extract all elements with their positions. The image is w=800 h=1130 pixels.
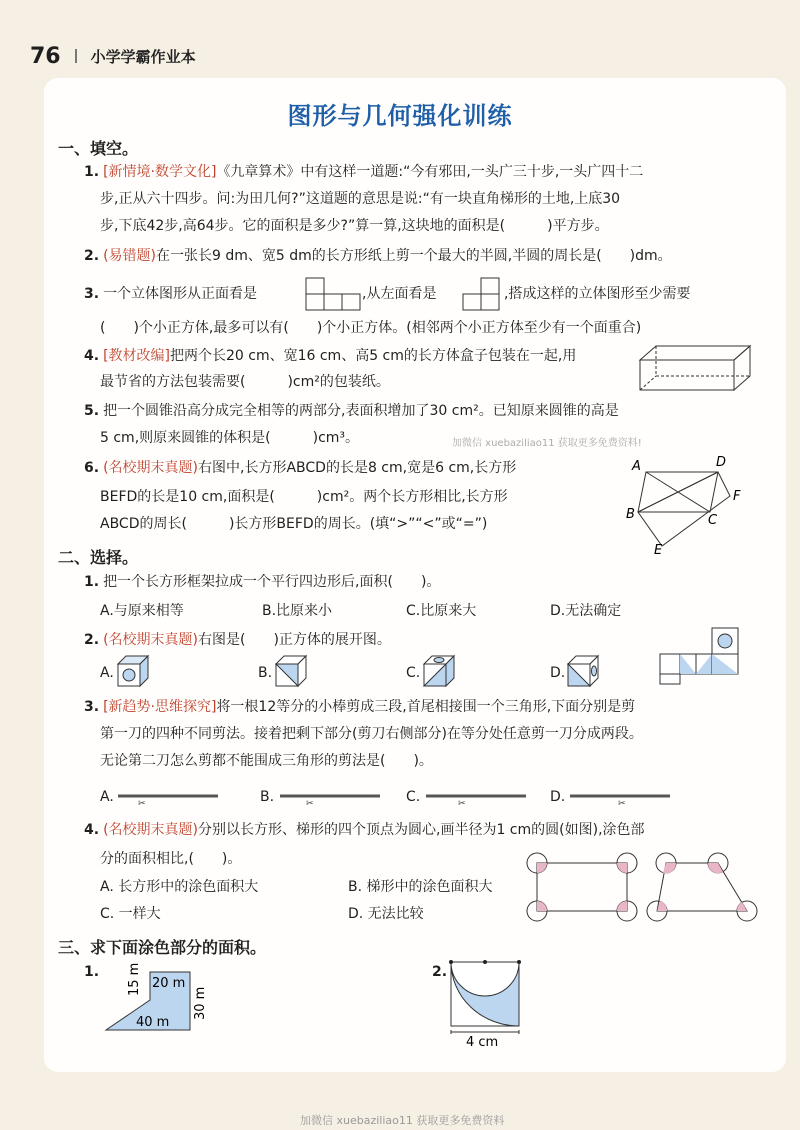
page-number: 76: [30, 43, 61, 69]
c4-option-d: D. 无法比较: [348, 906, 424, 922]
cube-a-icon: [118, 656, 148, 686]
section-shaded-area: 三、求下面涂色部分的面积。: [58, 938, 267, 957]
c3-option-d: D.: [550, 789, 566, 805]
q4-number: 4.: [84, 348, 100, 364]
label-D: D: [716, 455, 727, 470]
c2-text: 右图是( )正方体的展开图。: [198, 632, 391, 648]
q5-line1: [84, 401, 619, 421]
rectangle-circles-figure: [526, 852, 638, 922]
c2-option-b: B.: [258, 665, 273, 681]
q1-text1: 《九章算术》中有这样一道题:“今有邪田,一头广三十步,一头广四十二: [216, 164, 644, 180]
q6-line2: BEFD的长是10 cm,面积是( )cm²。两个长方形相比,长方形: [100, 489, 508, 505]
q2-text: 在一张长9 dm、宽5 dm的长方形纸上剪一个最大的半圆,半圆的周长是( )dm。: [156, 248, 672, 264]
c4-line2: 分的面积相比,( )。: [100, 851, 242, 867]
label-15m: 15 m: [127, 962, 142, 996]
q1-tag: [新情境·数学文化]: [103, 164, 217, 180]
watermark-mid: 加微信 xuebaziliao11 获取更多免费资料!: [452, 438, 642, 449]
trapezoid-circles-figure: [646, 852, 758, 922]
svg-text:✂: ✂: [138, 799, 146, 809]
label-F: F: [733, 489, 741, 504]
c1-option-c: C.比原来大: [406, 603, 477, 619]
label-20m: 20 m: [152, 976, 186, 991]
worksheet-title: 图形与几何强化训练: [287, 102, 513, 130]
cube-c-icon: [424, 656, 454, 686]
c2-option-d: D.: [550, 665, 566, 681]
header-divider: [75, 49, 77, 63]
q4-line2: 最节省的方法包装需要( )cm²的包装纸。: [100, 374, 390, 390]
page-header: [30, 40, 196, 72]
q5-text1: 把一个圆锥沿高分成完全相等的两部分,表面积增加了30 cm²。已知原来圆锥的高是: [103, 403, 619, 419]
c3-line2: 第一刀的四种不同剪法。接着把剩下部分(剪刀右侧部分)在等分处任意剪一刀分成两段。: [100, 726, 643, 742]
cube-d-icon: [568, 656, 598, 686]
c2-option-c: C.: [406, 665, 421, 681]
c3-option-c: C.: [406, 789, 421, 805]
c3-option-b: B.: [260, 789, 275, 805]
c3-number: 3.: [84, 699, 100, 715]
q1-line3: 步,下底42步,高64步。它的面积是多少?”算一算,这块地的面积是( )平方步。: [100, 218, 609, 234]
c3-line1: [84, 697, 635, 717]
svg-text:✂: ✂: [458, 799, 466, 809]
c4-option-a: A. 长方形中的涂色面积大: [100, 879, 259, 895]
c2-number: 2.: [84, 632, 100, 648]
q1-number: 1.: [84, 164, 100, 180]
stick-a-figure: [118, 788, 218, 808]
q6-line1: [84, 458, 516, 478]
front-view-figure: [306, 278, 360, 310]
label-E: E: [654, 543, 663, 558]
c4-option-c: C. 一样大: [100, 906, 161, 922]
c4-option-b: B. 梯形中的涂色面积大: [348, 879, 493, 895]
q5-line2: 5 cm,则原来圆锥的体积是( )cm³。: [100, 430, 360, 446]
svg-text:✂: ✂: [306, 799, 314, 809]
q6-text1: 右图中,长方形ABCD的长是8 cm,宽是6 cm,长方形: [198, 460, 517, 476]
shaded-polygon-figure: [100, 960, 220, 1040]
book-name: 小学学霸作业本: [90, 47, 196, 66]
c4-text1: 分别以长方形、梯形的四个顶点为圆心,画半径为1 cm的圆(如图),涂色部: [198, 822, 645, 838]
p1-number: 1.: [84, 964, 100, 980]
label-C: C: [708, 513, 718, 528]
rectangles-figure: [626, 455, 750, 558]
q4-tag: [教材改编]: [103, 348, 170, 364]
stick-c-figure: [426, 788, 526, 808]
c2-tag: (名校期末真题): [103, 632, 198, 648]
c1-line: [84, 572, 440, 592]
stick-b-figure: [280, 788, 380, 808]
cuboid-figure: [640, 344, 750, 392]
c2-option-a: A.: [100, 665, 114, 681]
q3-text-c: ,搭成这样的立体图形至少需要: [504, 286, 691, 302]
c4-line1: [84, 820, 645, 840]
svg-text:✂: ✂: [618, 799, 626, 809]
q3-line1: [84, 284, 257, 304]
c1-number: 1.: [84, 574, 100, 590]
cube-net-figure: [660, 628, 740, 684]
q4-text1: 把两个长20 cm、宽16 cm、高5 cm的长方体盒子包装在一起,用: [170, 348, 577, 364]
section-fill-blanks: 一、填空。: [58, 139, 139, 158]
c1-text: 把一个长方形框架拉成一个平行四边形后,面积( )。: [103, 574, 441, 590]
c1-option-a: A.与原来相等: [100, 603, 184, 619]
c1-option-d: D.无法确定: [550, 603, 622, 619]
c3-option-a: A.: [100, 789, 114, 805]
c3-tag: [新趋势·思维探究]: [103, 699, 217, 715]
q3-text-a: 一个立体图形从正面看是: [103, 286, 258, 302]
q1-line1: [84, 162, 643, 182]
shaded-square-arc-figure: [446, 956, 526, 1050]
q2-number: 2.: [84, 248, 100, 264]
q6-line3: ABCD的周长( )长方形BEFD的周长。(填“>”“<”或“=”): [100, 516, 488, 532]
q2-line: [84, 246, 672, 266]
c3-line3: 无论第二刀怎么剪都不能围成三角形的剪法是( )。: [100, 753, 433, 769]
c4-number: 4.: [84, 822, 100, 838]
q4-line1: [84, 346, 576, 366]
q5-number: 5.: [84, 403, 100, 419]
c2-line: [84, 630, 391, 650]
q3-text-b: ,从左面看是: [362, 286, 437, 302]
q6-number: 6.: [84, 460, 100, 476]
stick-d-figure: [570, 788, 670, 808]
q2-tag: (易错题): [103, 248, 156, 264]
q3-number: 3.: [84, 286, 100, 302]
c4-tag: (名校期末真题): [103, 822, 198, 838]
q1-line2: 步,正从六十四步。问:为田几何?”这道题的意思是说:“有一块直角梯形的土地,上底30: [100, 191, 621, 207]
label-A: A: [632, 459, 641, 474]
q3-line2: ( )个小正方体,最多可以有( )个小正方体。(相邻两个小正方体至少有一个面重合): [100, 320, 642, 336]
c3-text1: 将一根12等分的小棒剪成三段,首尾相接围一个三角形,下面分别是剪: [216, 699, 636, 715]
c1-option-b: B.比原来小: [262, 603, 333, 619]
section-choice: 二、选择。: [58, 548, 139, 567]
cube-b-icon: [276, 656, 306, 686]
label-40m: 40 m: [136, 1015, 170, 1030]
q6-tag: (名校期末真题): [103, 460, 198, 476]
left-view-figure: [463, 278, 499, 310]
label-30m: 30 m: [193, 986, 208, 1020]
label-B: B: [626, 507, 635, 522]
p2-number: 2.: [432, 964, 448, 980]
label-4cm: 4 cm: [466, 1035, 499, 1050]
watermark-bottom: 加微信 xuebaziliao11 获取更多免费资料: [300, 1114, 505, 1127]
